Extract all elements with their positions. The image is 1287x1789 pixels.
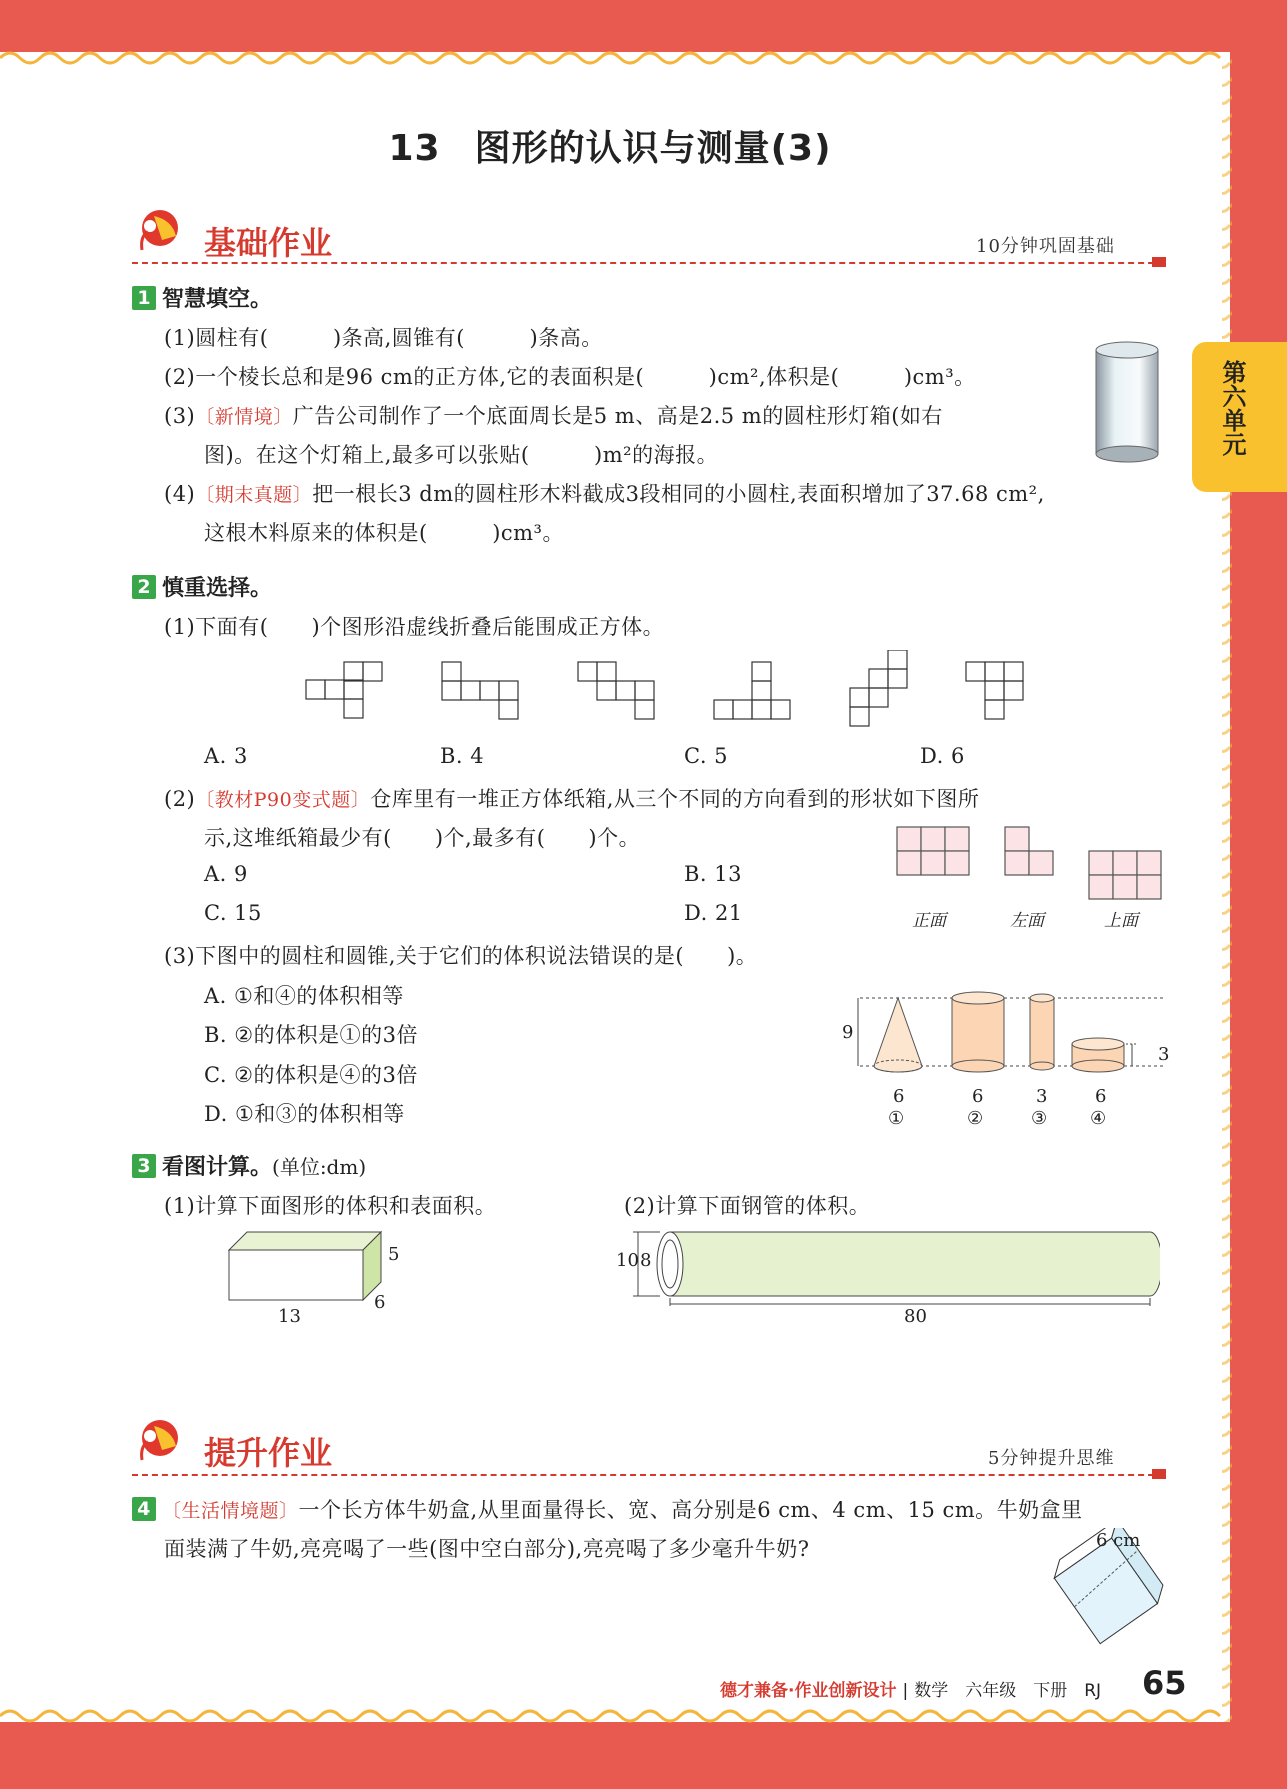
bell-icon — [132, 206, 192, 258]
cuboid-height-label: 5 — [388, 1244, 400, 1265]
light-box-cylinder-figure — [1092, 340, 1162, 465]
cube-net-6 — [966, 662, 1023, 719]
q3-number-badge: 3 — [132, 1154, 156, 1178]
tag-new-context: 〔新情境〕 — [195, 406, 293, 428]
tag-life-context: 〔生活情境题〕 — [162, 1500, 299, 1522]
q2-2-option-d: D. 21 — [684, 901, 743, 925]
cube-net-2 — [442, 662, 518, 719]
q3-heading-text: 看图计算。 — [162, 1155, 273, 1180]
section-divider — [132, 1474, 1164, 1476]
q1-item-3-number: (3) — [164, 404, 196, 428]
shape-num-1: ① — [888, 1108, 905, 1129]
diam-label-4: 6 — [1095, 1086, 1107, 1107]
q1-item-4-text: 把一根长3 dm的圆柱形木料截成3段相同的小圆柱,表面积增加了37.68 cm², — [312, 482, 1045, 506]
q1-item-4-number: (4) — [164, 482, 196, 506]
q2-3-option-b: B. ②的体积是①的3倍 — [204, 1023, 418, 1047]
cube-net-3 — [578, 662, 654, 719]
shape-num-2: ② — [967, 1108, 984, 1129]
top-view — [1089, 851, 1161, 899]
page-title — [0, 120, 1220, 171]
q3-unit: (单位:dm) — [272, 1155, 367, 1179]
q1-item-3-text: 广告公司制作了一个底面周长是5 m、高是2.5 m的圆柱形灯箱(如右 — [292, 404, 943, 428]
cuboid-length-label: 13 — [278, 1306, 301, 1327]
section-title-basic: 基础作业 — [204, 224, 333, 262]
divider-end-mark — [1152, 1469, 1166, 1479]
q1-item-3 — [164, 400, 943, 430]
q2-1-option-a: A. 3 — [204, 744, 248, 768]
cones-cylinders-figure — [836, 990, 1172, 1130]
section-subtitle-advanced: 5分钟提升思维 — [988, 1448, 1115, 1469]
q1-item-3-cont: 图)。在这个灯箱上,最多可以张贴( )m²的海报。 — [204, 443, 719, 467]
diam-label-3: 3 — [1036, 1086, 1048, 1107]
unit-tab-label: 第六单元 — [1218, 360, 1246, 456]
footer-info: 数学 六年级 下册 RJ — [914, 1681, 1102, 1701]
pipe-length-label: 80 — [904, 1306, 927, 1327]
diam-label-2: 6 — [972, 1086, 984, 1107]
pipe-inner-diameter-label: 8 — [640, 1250, 652, 1271]
shape-num-4: ④ — [1090, 1108, 1107, 1129]
q4-number-badge: 4 — [132, 1497, 156, 1521]
section-divider — [132, 262, 1164, 264]
q2-2-option-b: B. 13 — [684, 862, 743, 886]
q1-item-4-cont: 这根木料原来的体积是( )cm³。 — [204, 521, 564, 545]
q2-3-option-a: A. ①和④的体积相等 — [204, 984, 404, 1008]
q2-1-option-c: C. 5 — [684, 744, 729, 768]
view-label-left: 左面 — [1010, 911, 1044, 931]
milk-box-length-label: 6 cm — [1096, 1530, 1141, 1551]
tag-textbook-variant: 〔教材P90变式题〕 — [195, 789, 371, 811]
q2-item-2-text: 仓库里有一堆正方体纸箱,从三个不同的方向看到的形状如下图所 — [370, 787, 980, 811]
section-title-advanced: 提升作业 — [204, 1434, 333, 1472]
footer: 德才兼备·作业创新设计 | 数学 六年级 下册 RJ — [720, 1681, 1102, 1701]
q2-heading-text: 慎重选择。 — [162, 576, 273, 601]
divider-end-mark — [1152, 257, 1166, 267]
left-view — [1005, 827, 1053, 875]
footer-brand: 德才兼备·作业创新设计 — [720, 1681, 897, 1701]
q2-3-option-c: C. ②的体积是④的3倍 — [204, 1063, 418, 1087]
q2-item-3: (3)下图中的圆柱和圆锥,关于它们的体积说法错误的是( )。 — [164, 944, 758, 968]
bell-icon — [132, 1416, 192, 1468]
q4-text-1: 一个长方体牛奶盒,从里面量得长、宽、高分别是6 cm、4 cm、15 cm。牛奶盒里 — [298, 1498, 1083, 1522]
q2-number-badge: 2 — [132, 575, 156, 599]
cube-net-1 — [306, 662, 382, 718]
q3-heading — [132, 1150, 366, 1181]
q2-2-option-a: A. 9 — [204, 862, 248, 886]
cube-net-5 — [850, 650, 907, 726]
front-view — [897, 827, 969, 875]
q2-item-2-number: (2) — [164, 787, 196, 811]
q2-3-option-d: D. ①和③的体积相等 — [204, 1102, 405, 1126]
cube-nets-figure — [300, 650, 1040, 730]
q3-item-2: (2)计算下面钢管的体积。 — [624, 1194, 871, 1218]
steel-pipe-figure — [630, 1226, 1160, 1306]
q2-item-1: (1)下面有( )个图形沿虚线折叠后能围成正方体。 — [164, 615, 665, 639]
cyl4-height-label: 3 — [1158, 1044, 1170, 1065]
q2-2-option-c: C. 15 — [204, 901, 262, 925]
page-number-text: 65 — [1142, 1664, 1187, 1702]
q1-item-4 — [164, 478, 1045, 508]
diam-label-1: 6 — [893, 1086, 905, 1107]
title-number: 13 — [388, 128, 441, 169]
three-views-figure — [895, 825, 1170, 905]
cuboid-width-label: 6 — [374, 1292, 386, 1313]
q2-1-option-b: B. 4 — [440, 744, 485, 768]
q4-line-1 — [132, 1494, 1083, 1524]
pipe-outer-diameter-label: 10 — [616, 1250, 639, 1271]
shape-num-3: ③ — [1031, 1108, 1048, 1129]
q2-heading — [132, 571, 272, 602]
q1-heading-text: 智慧填空。 — [162, 287, 273, 312]
view-label-front: 正面 — [912, 911, 946, 931]
q1-heading — [132, 282, 272, 313]
tag-final-exam: 〔期末真题〕 — [195, 484, 313, 506]
q1-number-badge: 1 — [132, 286, 156, 310]
title-text: 图形的认识与测量(3) — [474, 128, 832, 169]
q2-item-2-cont: 示,这堆纸箱最少有( )个,最多有( )个。 — [204, 826, 641, 850]
q2-1-option-d: D. 6 — [920, 744, 965, 768]
unit-side-tab — [1192, 342, 1287, 492]
view-label-top: 上面 — [1104, 911, 1138, 931]
q1-item-1: (1)圆柱有( )条高,圆锥有( )条高。 — [164, 326, 603, 350]
page-number — [1142, 1664, 1187, 1702]
q3-item-1: (1)计算下面图形的体积和表面积。 — [164, 1194, 497, 1218]
section-subtitle-basic: 10分钟巩固基础 — [976, 236, 1115, 257]
q4-text-2: 面装满了牛奶,亮亮喝了一些(图中空白部分),亮亮喝了多少毫升牛奶? — [164, 1537, 810, 1561]
q2-item-2 — [164, 783, 979, 813]
cube-net-4 — [714, 662, 790, 719]
cone-height-label: 9 — [842, 1022, 854, 1043]
q1-item-2: (2)一个棱长总和是96 cm的正方体,它的表面积是( )cm²,体积是( )cm³。 — [164, 365, 976, 389]
